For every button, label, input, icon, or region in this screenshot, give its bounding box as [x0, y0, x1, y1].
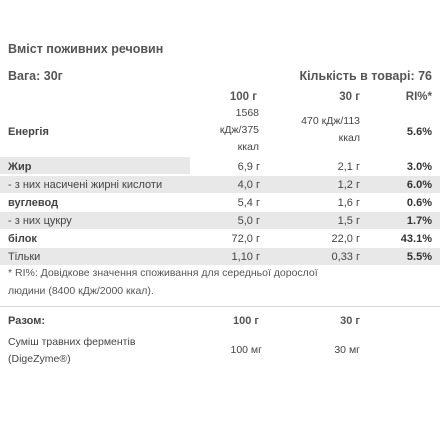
energy-label: Енергія — [8, 126, 49, 138]
protein-per30: 22,0 г — [331, 233, 360, 245]
footnote-line2: людини (8400 кДж/2000 ккал). — [8, 285, 154, 297]
energy-per30-line2: ккал — [338, 132, 360, 144]
carbohydrate-label: вуглевод — [8, 197, 59, 209]
protein-label: білок — [8, 233, 37, 245]
energy-per100-line1: 1568 — [235, 107, 259, 119]
sugars-per30: 1,5 г — [337, 215, 360, 227]
fat-per30: 2,1 г — [337, 161, 360, 173]
saturated-fat-per30: 1,2 г — [337, 179, 360, 191]
quantity-in-product: Кількість в товарі: 76 — [299, 69, 432, 83]
salt-ri: 5.5% — [406, 251, 432, 263]
protein-per100: 72,0 г — [231, 233, 260, 245]
extra-per30-header: 30 г — [340, 315, 360, 327]
nutrition-title: Вміст поживних речовин — [8, 42, 164, 56]
column-per30-header: 30 г — [339, 91, 360, 103]
saturated-fat-per100: 4,0 г — [237, 179, 260, 191]
fat-label: Жир — [8, 161, 32, 173]
salt-label: Тільки — [8, 251, 41, 263]
saturated-fat-label: - з них насичені жирні кислоти — [8, 179, 163, 191]
enzyme-blend-label: Суміш травних ферментів — [8, 336, 136, 348]
salt-per30: 0,33 г — [331, 251, 360, 263]
enzyme-blend-brand: (DigeZyme®) — [8, 353, 71, 365]
divider — [0, 306, 440, 307]
fat-per100: 6,9 г — [237, 161, 260, 173]
salt-per100: 1,10 г — [231, 251, 260, 263]
fat-ri: 3.0% — [406, 161, 432, 173]
energy-per100-line2: кДж/375 — [219, 124, 259, 136]
footnote-line1: * RI%: Довідкове значення споживання для середньої дорослої — [8, 267, 318, 279]
column-ri-header: RI%* — [405, 91, 432, 103]
row-shade — [0, 248, 440, 265]
enzyme-blend-per100: 100 мг — [230, 344, 262, 356]
energy-per30-line1: 470 кДж/113 — [301, 115, 360, 127]
energy-per100-line3: ккал — [237, 141, 259, 153]
carbohydrate-ri: 0.6% — [406, 197, 432, 209]
protein-ri: 43.1% — [400, 233, 432, 245]
extra-label: Разом: — [8, 315, 46, 327]
carbohydrate-per100: 5,4 г — [237, 197, 260, 209]
extra-per100-header: 100 г — [233, 315, 259, 327]
enzyme-blend-per30: 30 мг — [334, 344, 360, 356]
energy-ri: 5.6% — [406, 126, 432, 138]
sugars-per100: 5,0 г — [237, 215, 260, 227]
saturated-fat-ri: 6.0% — [406, 179, 432, 191]
carbohydrate-per30: 1,6 г — [337, 197, 360, 209]
column-per100-header: 100 г — [229, 91, 257, 103]
sugars-label: - з них цукру — [8, 215, 72, 227]
serving-weight: Вага: 30г — [8, 69, 63, 83]
sugars-ri: 1.7% — [406, 215, 432, 227]
